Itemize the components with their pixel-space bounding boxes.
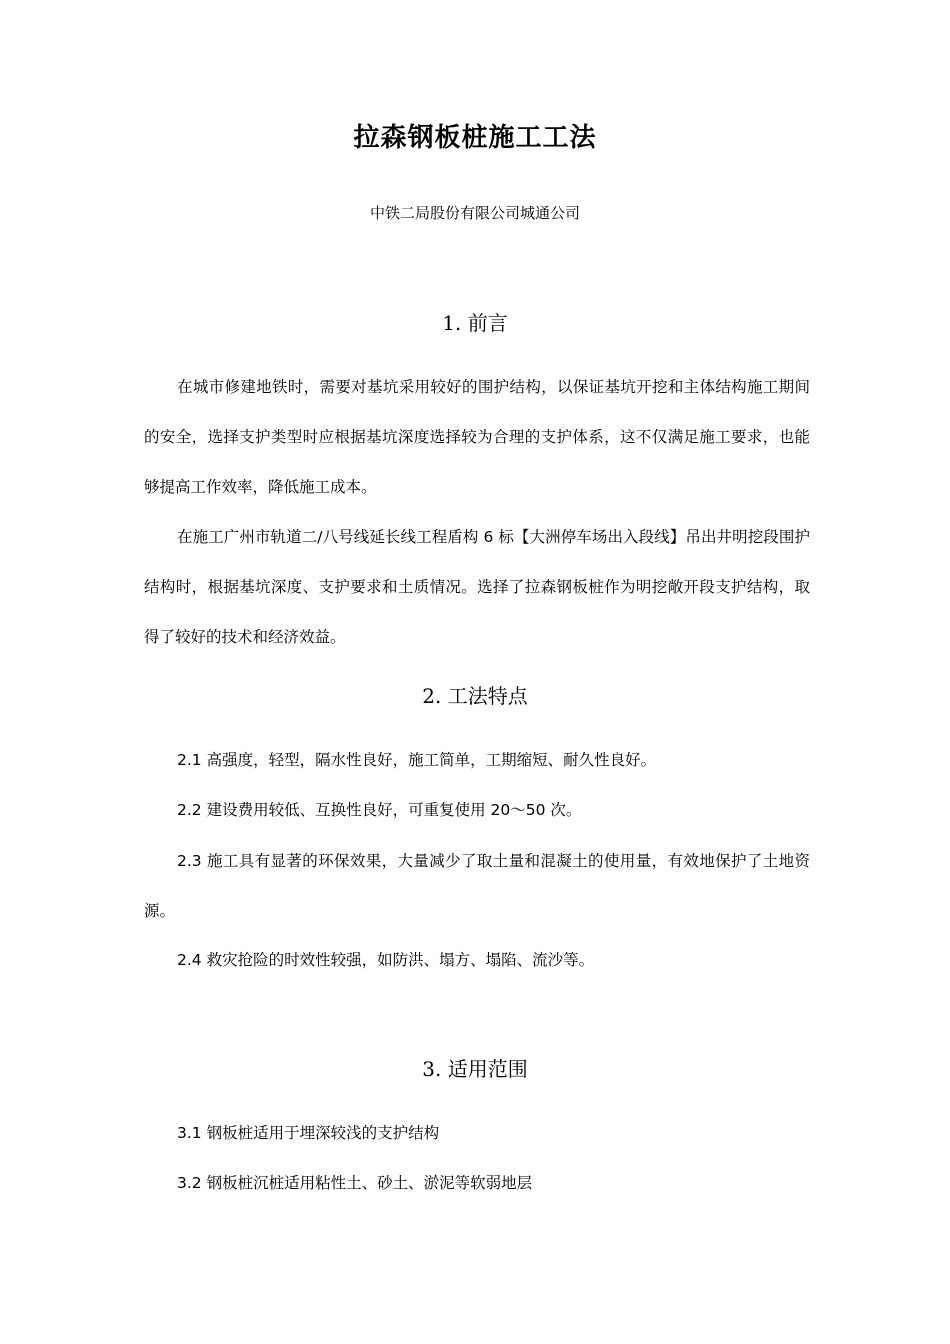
document-author: 中铁二局股份有限公司城通公司: [369, 204, 580, 222]
section-heading-preface: 1. 前言: [442, 311, 508, 335]
paragraph: 在城市修建地铁时，需要对基坑采用较好的围护结构，以保证基坑开挖和主体结构施工期间的安全，选择支护类型时应根据基坑深度选择较为合理的支护体系，这不仅满足施工要求，也能够提高工作效率，降低施工成本。: [144, 378, 810, 496]
document-title: 拉森钢板桩施工工法: [353, 123, 597, 153]
paragraph: 2.3 施工具有显著的环保效果，大量减少了取土量和混凝土的使用量，有效地保护了土地资源。: [144, 852, 810, 920]
paragraph: 在施工广州市轨道二/八号线延长线工程盾构 6 标【大洲停车场出入段线】吊出井明挖段围护结构时，根据基坑深度、支护要求和土质情况。选择了拉森钢板桩作为明挖敞开段支护结构，取得了较好的技术和经济效益。: [144, 528, 810, 646]
paragraph: 2.4 救灾抢险的时效性较强，如防洪、塌方、塌陷、流沙等。: [177, 951, 595, 969]
section-heading-features: 2. 工法特点: [422, 684, 528, 708]
paragraph: 3.2 钢板桩沉桩适用粘性土、砂土、淤泥等软弱地层: [177, 1174, 533, 1192]
section-heading-scope: 3. 适用范围: [422, 1057, 528, 1081]
paragraph: 2.2 建设费用较低、互换性良好，可重复使用 20～50 次。: [177, 801, 582, 819]
paragraph: 2.1 高强度，轻型，隔水性良好，施工简单，工期缩短、耐久性良好。: [177, 751, 657, 769]
paragraph: 3.1 钢板桩适用于埋深较浅的支护结构: [177, 1124, 440, 1142]
